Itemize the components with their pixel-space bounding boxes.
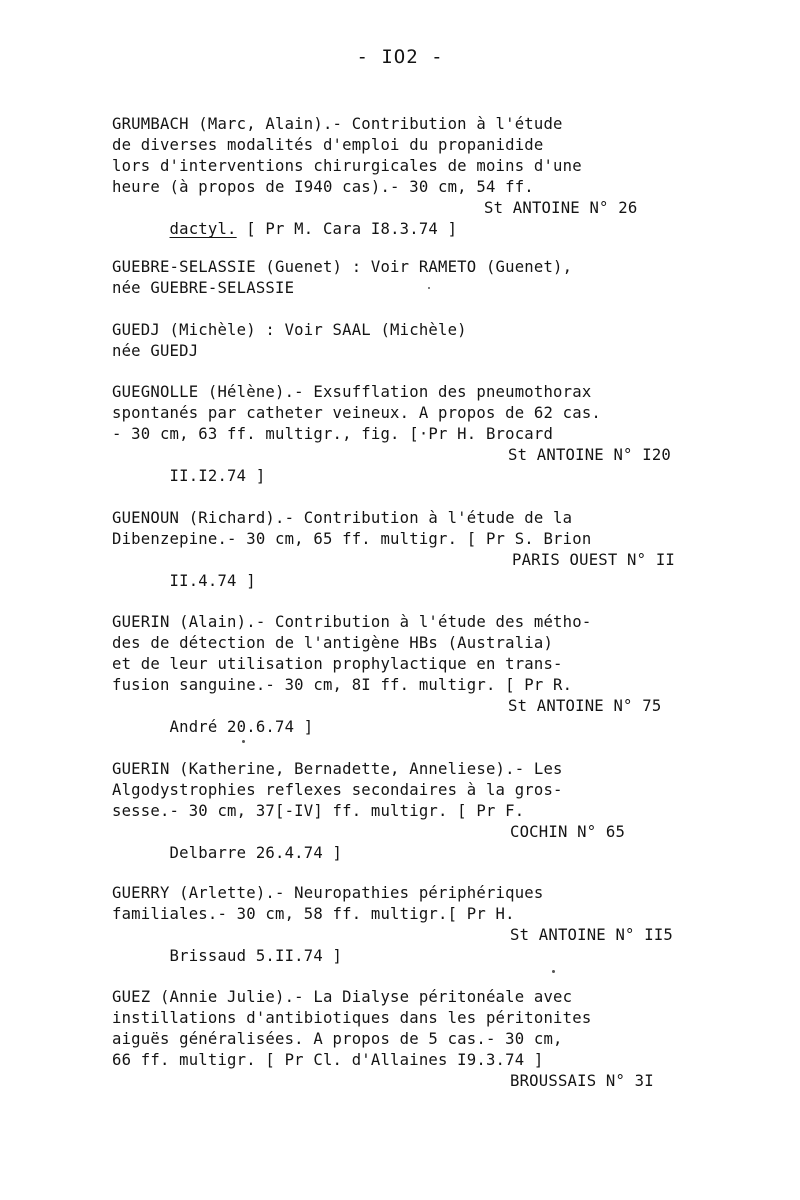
entry-line: GUEGNOLLE (Hélène).- Exsufflation des pneumothorax xyxy=(112,383,592,401)
entry-location: BROUSSAIS N° 3I xyxy=(510,1072,654,1090)
entry-line: aiguës généralisées. A propos de 5 cas.- 30 cm, xyxy=(112,1030,563,1048)
catalog-entry-guerin-alain xyxy=(112,612,712,736)
entry-location: St ANTOINE N° II5 xyxy=(510,926,673,944)
entry-line: heure (à propos de I940 cas).- 30 cm, 54 ff. xyxy=(112,178,534,196)
entry-location: PARIS OUEST N° II xyxy=(512,551,675,569)
entry-line: de diverses modalités d'emploi du propanidide xyxy=(112,136,544,154)
entry-date: II.I2.74 ] xyxy=(169,467,266,485)
catalog-entry-guez xyxy=(112,987,712,1092)
entry-date: II.4.74 ] xyxy=(169,572,256,590)
entry-last-line xyxy=(112,822,712,862)
entry-line: GUEDJ (Michèle) : Voir SAAL (Michèle) xyxy=(112,321,467,339)
entry-line: GUERRY (Arlette).- Neuropathies périphériques xyxy=(112,884,544,902)
entry-line: née GUEBRE-SELASSIE xyxy=(112,279,295,297)
catalog-entry-guerin-katherine xyxy=(112,759,712,862)
entry-line: GUERIN (Alain).- Contribution à l'étude des métho- xyxy=(112,613,592,631)
entry-location: St ANTOINE N° I20 xyxy=(508,446,671,464)
catalog-entry-guenoun xyxy=(112,508,712,590)
entry-line: 66 ff. multigr. [ Pr Cl. d'Allaines I9.3.74 ] xyxy=(112,1051,544,1069)
entry-line: instillations d'antibiotiques dans les péritonites xyxy=(112,1009,592,1027)
entry-line: familiales.- 30 cm, 58 ff. multigr.[ Pr H. xyxy=(112,905,515,923)
entry-line: GUERIN (Katherine, Bernadette, Anneliese).- Les xyxy=(112,760,563,778)
entry-line: fusion sanguine.- 30 cm, 8I ff. multigr. [ Pr R. xyxy=(112,676,573,694)
entry-line: née GUEDJ xyxy=(112,342,199,360)
catalog-entry-guerry xyxy=(112,883,712,965)
entry-date: Delbarre 26.4.74 ] xyxy=(169,844,343,862)
catalog-entry-guedj xyxy=(112,320,712,362)
entry-last-line xyxy=(112,925,712,965)
entry-location: COCHIN N° 65 xyxy=(510,823,626,841)
entry-location: St ANTOINE N° 75 xyxy=(508,697,662,715)
entry-last-line xyxy=(112,198,712,238)
page-number: - IO2 - xyxy=(356,46,444,68)
entry-date: André 20.6.74 ] xyxy=(169,718,314,736)
entry-line: GUEBRE-SELASSIE (Guenet) : Voir RAMETO (Guenet), xyxy=(112,258,573,276)
scan-speck xyxy=(428,287,430,289)
entry-director-date: [ Pr M. Cara I8.3.74 ] xyxy=(236,220,458,238)
entry-date: Brissaud 5.II.74 ] xyxy=(169,947,343,965)
entry-line: et de leur utilisation prophylactique en trans- xyxy=(112,655,563,673)
entry-line: Dibenzepine.- 30 cm, 65 ff. multigr. [ Pr S. Brion xyxy=(112,530,592,548)
entry-line: - 30 cm, 63 ff. multigr., fig. [·Pr H. Brocard xyxy=(112,425,554,443)
entry-line: lors d'interventions chirurgicales de moins d'une xyxy=(112,157,582,175)
entry-line: spontanés par catheter veineux. A propos de 62 cas. xyxy=(112,404,601,422)
scan-speck xyxy=(552,970,555,973)
entry-line: GRUMBACH (Marc, Alain).- Contribution à l'étude xyxy=(112,115,563,133)
entry-line: Algodystrophies reflexes secondaires à la gros- xyxy=(112,781,563,799)
entry-last-line xyxy=(112,696,712,736)
catalog-entry-guegnolle xyxy=(112,382,712,485)
entry-last-line xyxy=(112,1071,712,1092)
entry-line: des de détection de l'antigène HBs (Australia) xyxy=(112,634,554,652)
entry-line: GUEZ (Annie Julie).- La Dialyse péritonéale avec xyxy=(112,988,573,1006)
entry-last-line xyxy=(112,550,712,590)
format-label: dactyl. xyxy=(169,220,237,238)
catalog-entry-grumbach xyxy=(112,114,712,238)
catalog-entry-guebre-selassie xyxy=(112,257,712,299)
entry-line: sesse.- 30 cm, 37[-IV] ff. multigr. [ Pr F. xyxy=(112,802,525,820)
scan-speck xyxy=(242,740,245,743)
entry-location: St ANTOINE N° 26 xyxy=(484,199,638,217)
entry-last-line xyxy=(112,445,712,485)
entry-line: GUENOUN (Richard).- Contribution à l'étude de la xyxy=(112,509,573,527)
